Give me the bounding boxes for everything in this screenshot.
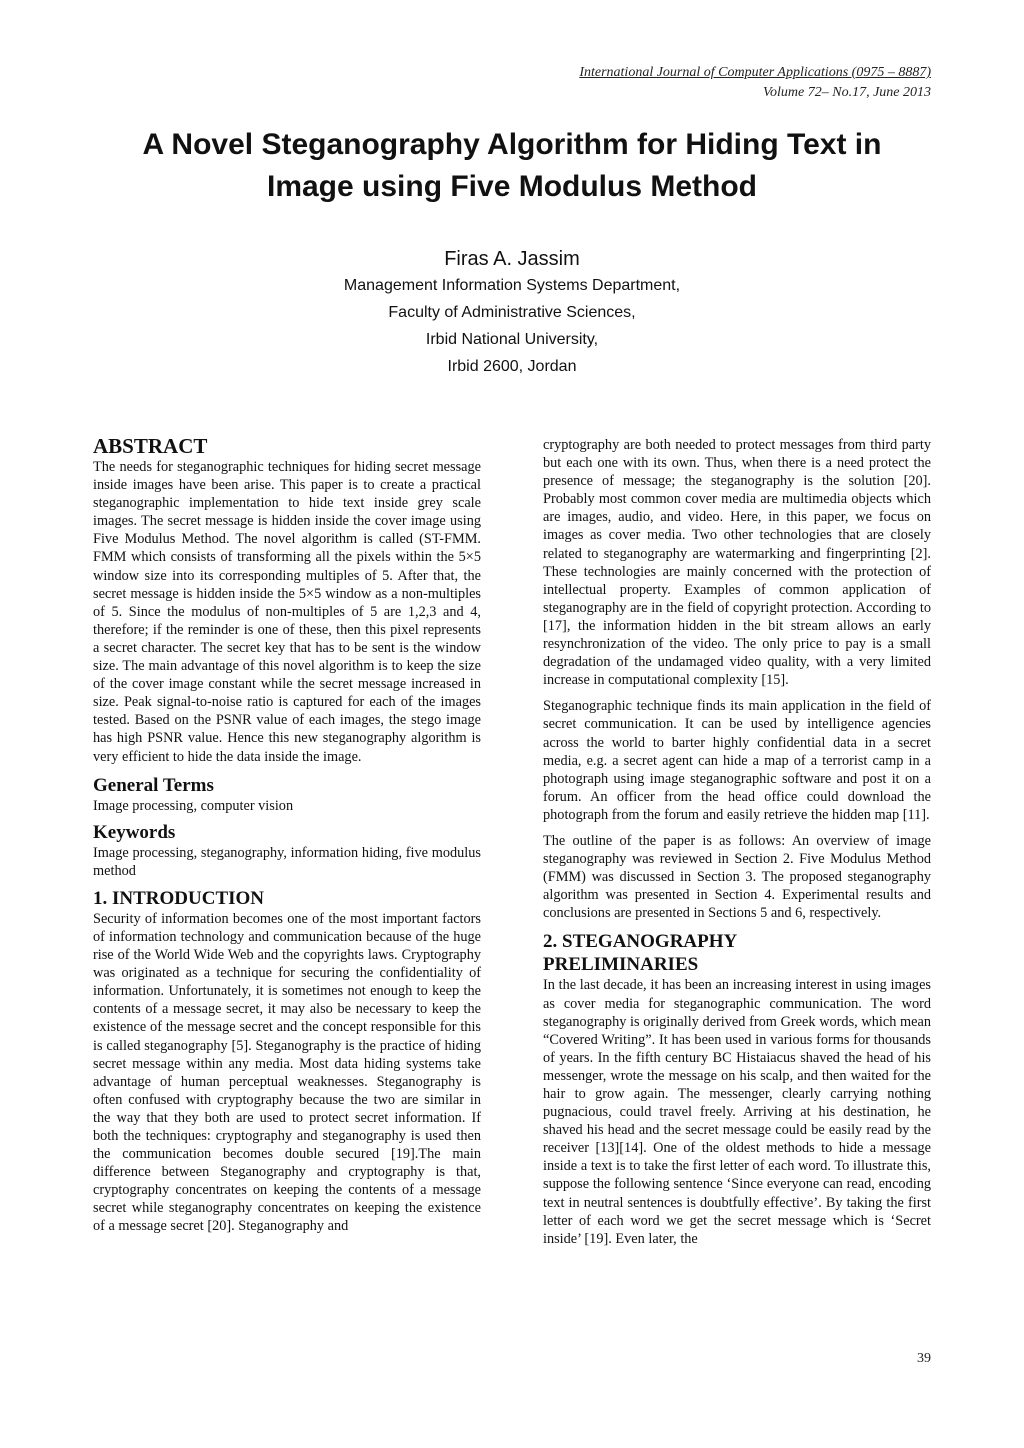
section-2-heading-line-1: 2. STEGANOGRAPHY xyxy=(543,931,738,953)
general-terms-heading: General Terms xyxy=(93,774,214,796)
author-affiliation-2: Faculty of Administrative Sciences, xyxy=(388,304,636,321)
section-2-paragraph-1: In the last decade, it has been an increasing interest in using images as cover media for steganographic communication. The word steganography is originally derived from Greek words, which mean “Covered Writing”. It has been used in various forms for thousands of years. In the fifth century BC Histaiacus shaved the head of his messenger, wrote the message on his scalp, and then waited for the hair to grow again. The messenger, clearly carrying nothing pugnacious, could travel freely. Arriving at his destination, he shaved his head and the secret message could be easily read by the receiver [13][14]. One of the oldest methods to hide a message inside a text is to take the first letter of each word. To illustrate this, suppose the following sentence ‘Since everyone can read, encoding text in neutral sentences is doubtfully effective’. By taking the first letter of each word we get the secret message which is ‘Secret inside’ [19]. Even later, the xyxy=(543,977,931,1247)
introduction-paragraph-1: Security of information becomes one of the most important factors of information technology and communication because of the huge rise of the World Wide Web and the copyrights laws. Cryptography was originated as a technique for securing the confidentiality of information. Unfortunately, it is sometimes not enough to keep the contents of a message secret, it may also be necessary to keep the existence of the message secret and the concept responsible for this is called steganography [5]. Steganography is the practice of hiding secret message within any media. Most data hiding systems take advantage of human perceptual weaknesses. Steganography is often confused with cryptography because the two are similar in the way that they both are used to protect secret information. If both the techniques: cryptography and steganography is used then the communication becomes double secured [19].The main difference between Steganography and cryptography is that, cryptography concentrates on keeping the contents of a message secret while steganography concentrates on keeping the existence of a message secret [20]. Steganography and xyxy=(93,910,481,1235)
author-affiliation-3: Irbid National University, xyxy=(425,331,599,348)
journal-name: International Journal of Computer Applications (0975 – 8887) xyxy=(579,65,931,80)
abstract-heading: ABSTRACT xyxy=(93,434,208,458)
introduction-paragraph-3: The outline of the paper is as follows: An overview of image steganography was reviewed in Section 2. Five Modulus Method (FMM) was discussed in Section 3. The proposed steganography algorithm was presented in Section 4. Experimental results and conclusions are presented in Sections 5 and 6, respectively. xyxy=(543,832,931,922)
author-block xyxy=(212,246,812,380)
abstract-text: The needs for steganographic techniques for hiding secret message inside images have been arise. This paper is to create a practical steganographic implementation to hide text inside grey scale images. The secret message is hidden inside the cover image using Five Modulus Method. The novel algorithm is called (ST-FMM. FMM which consists of transforming all the pixels within the 5×5 window size into its corresponding multiples of 5. After that, the secret message is hidden inside the 5×5 window as a non-multiples of 5. Since the modulus of non-multiples of 5 are 1,2,3 and 4, therefore; if the reminder is one of these, then this pixel represents a secret character. The secret key that has to be sent is the window size. The main advantage of this novel algorithm is to keep the size of the cover image constant while the secret message increased in size. Peak signal-to-noise ratio is captured for each of the images tested. Based on the PSNR value of each images, the stego image has high PSNR value. Hence this new steganography algorithm is very efficient to hide the data inside the image. xyxy=(93,459,481,765)
left-column xyxy=(93,434,481,1244)
author-affiliation-1: Management Information Systems Department, xyxy=(343,277,681,294)
journal-volume: Volume 72– No.17, June 2013 xyxy=(763,85,931,100)
keywords-heading: Keywords xyxy=(93,821,176,843)
keywords-text: Image processing, steganography, information hiding, five modulus method xyxy=(93,844,481,879)
author-name: Firas A. Jassim xyxy=(444,248,580,270)
introduction-paragraph-1-continued: cryptography are both needed to protect messages from third party but each one with its own. Thus, when there is a need protect the presence of message; the steganography is the solution [20]. Probably most common cover media are multimedia objects which are images, audio, and video. Here, in this paper, we focus on images as cover media. Two other technologies that are closely related to steganography are watermarking and fingerprinting [2]. These technologies are mainly concerned with the protection of intellectual property. Examples of common application of steganography are in the field of copyright protection. According to [17], the information hidden in the bit stream allows an early resynchronization of the video. The only price to pay is a small degradation of the undamaged video quality, with a very limited increase in computational complexity [15]. xyxy=(543,437,931,689)
paper-title-line-2: Image using Five Modulus Method xyxy=(266,170,758,203)
section-2-heading xyxy=(543,930,931,976)
right-column xyxy=(543,436,931,1256)
introduction-paragraph-2: Steganographic technique finds its main application in the field of secret communication. It can be used by intelligence agencies across the world to barter highly confidential data in a secret media, e.g. a secret agent can hide a map of a terrorist camp in a photograph using image steganographic software and post it on a forum. An officer from the head office could download the photograph from the forum and easily retrieve the hidden map [11]. xyxy=(543,698,931,823)
page-number: 39 xyxy=(917,1351,931,1366)
paper-title xyxy=(60,124,964,208)
author-affiliation-4: Irbid 2600, Jordan xyxy=(447,358,577,375)
general-terms-text: Image processing, computer vision xyxy=(93,797,294,814)
section-2-heading-line-2: PRELIMINARIES xyxy=(543,954,699,976)
journal-header xyxy=(579,63,931,103)
introduction-heading: 1. INTRODUCTION xyxy=(93,887,265,909)
paper-title-line-1: A Novel Steganography Algorithm for Hiding Text in xyxy=(142,128,882,161)
